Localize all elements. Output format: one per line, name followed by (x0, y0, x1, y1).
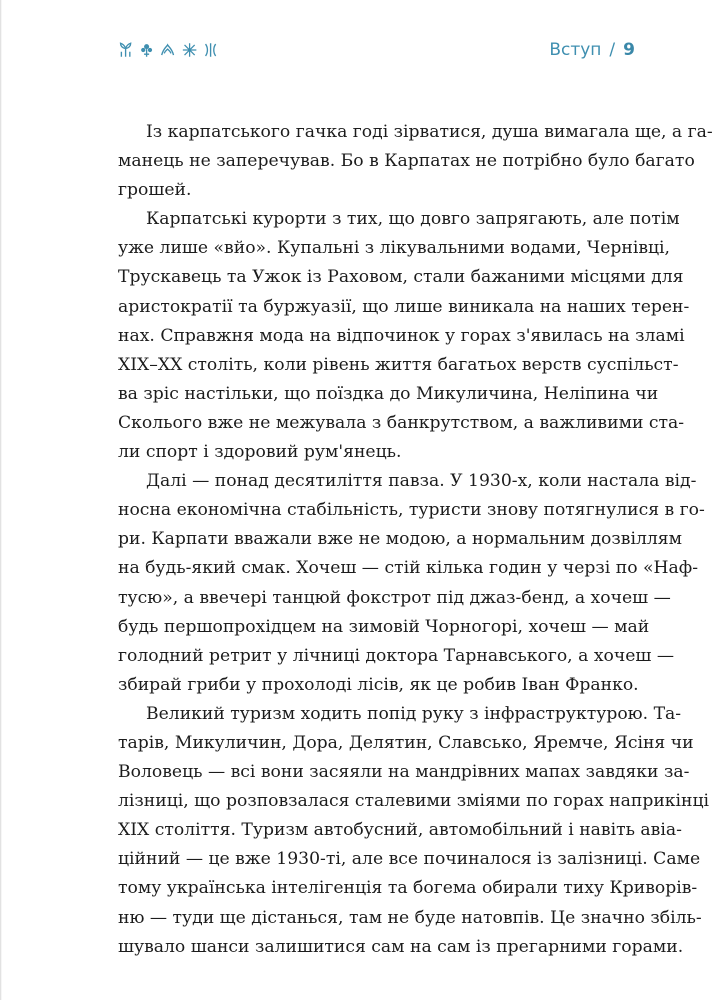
text-line: будь першопрохідцем на зимовій Чорногорі, хочеш — май (118, 616, 650, 637)
text-line: носна економічна стабільність, туристи знову потягнулися в го- (118, 500, 705, 521)
paragraph (118, 700, 710, 962)
text-line: манець не заперечував. Бо в Карпатах не потрібно було багато (118, 151, 695, 172)
paragraph (118, 205, 690, 467)
text-line: ню — туди ще дістанься, там не буде натовпів. Це значно збіль- (118, 907, 702, 928)
header-separator: / (609, 40, 616, 60)
paragraph (118, 467, 705, 700)
branch-ornament-icon (203, 40, 218, 60)
text-line: нах. Справжня мода на відпочинок у горах з'явилась на зламі (118, 325, 685, 346)
text-line: на будь-який смак. Хочеш — стій кілька годин у черзі по «Наф- (118, 558, 699, 579)
text-line: ри. Карпати вважали вже не модою, а нормальним дозвіллям (118, 529, 682, 550)
leaf-ornament-icon (160, 40, 175, 60)
star-ornament-icon (182, 40, 197, 60)
folk-ornament-icon (118, 38, 218, 62)
text-line: голодний ретрит у лічниці доктора Тарнавського, а хочеш — (118, 645, 675, 666)
text-line: грошей. (118, 180, 192, 201)
text-line: Далі — понад десятиліття павза. У 1930-х, коли настала від- (146, 471, 697, 492)
text-line: лізниці, що розповзалася сталевими зміями по горах наприкінці (118, 791, 710, 812)
section-title: Вступ (549, 40, 602, 60)
text-line: Із карпатського гачка годі зірватися, душа вимагала ще, а га- (146, 122, 713, 142)
text-line: XIX–XX століть, коли рівень життя багатьох верств суспільст- (118, 354, 679, 375)
text-line: Сколього вже не межувала з банкрутством, а важливими ста- (118, 412, 685, 433)
text-line: збирай гриби у прохолоді лісів, як це робив Іван Франко. (118, 674, 639, 695)
text-line: уже лише «вйо». Купальні з лікувальними водами, Чернівці, (118, 238, 671, 259)
body-text (118, 118, 713, 962)
page-number: 9 (623, 40, 635, 60)
text-line: ва зріс настільки, що поїздка до Микуличина, Неліпина чи (118, 383, 659, 404)
tulip-ornament-icon (118, 40, 133, 60)
text-line: Воловець — всі вони засяяли на мандрівних мапах завдяки за- (118, 762, 690, 783)
text-line: Карпатські курорти з тих, що довго запрягають, але потім (146, 209, 680, 230)
text-line: Трускавець та Ужок із Раховом, стали бажаними місцями для (118, 267, 684, 288)
text-line: аристократії та буржуазії, що лише виникала на наших терен- (118, 296, 690, 317)
flower-ornament-icon (139, 40, 154, 60)
running-header (549, 40, 635, 60)
text-line: Великий туризм ходить попід руку з інфраструктурою. Та- (146, 703, 682, 724)
text-line: ційний — це вже 1930-ті, але все починалося із залізниці. Саме (118, 849, 701, 870)
text-line: тусю», а ввечері танцюй фокстрот під джаз-бенд, а хочеш — (118, 587, 671, 608)
paragraph (118, 118, 713, 205)
text-line: XIX століття. Туризм автобусний, автомобільний і навіть авіа- (118, 820, 682, 841)
page-edge (0, 0, 2, 1000)
text-line: тарів, Микуличин, Дора, Делятин, Славсько, Яремче, Ясіня чи (118, 732, 694, 753)
text-line: ли спорт і здоровий рум'янець. (118, 442, 402, 463)
text-line: шувало шанси залишитися сам на сам із прегарними горами. (118, 936, 684, 957)
text-line: тому українська інтелігенція та богема обирали тиху Криворів- (118, 878, 698, 899)
